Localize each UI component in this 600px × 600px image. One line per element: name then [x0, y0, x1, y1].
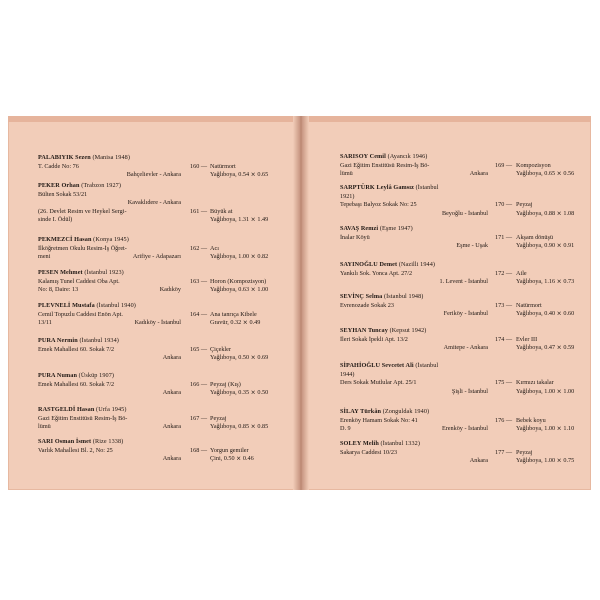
artist-birth: (Ayancık 1946)	[387, 153, 428, 160]
entry-line	[340, 270, 585, 279]
entry-line	[38, 278, 288, 287]
artist-heading	[340, 261, 585, 270]
entry-line	[340, 210, 585, 219]
artist-birth: (Zonguldak 1940)	[382, 408, 430, 415]
artist-heading	[38, 182, 288, 191]
artist-surname: SOLEY	[340, 440, 362, 447]
work-medium-size: Yağlıboya, 0.90 ⨯ 0.91	[516, 242, 575, 250]
work-medium-size: Yağlıboya, 0.40 ⨯ 0.60	[516, 310, 575, 318]
work-medium-size: Yağlıboya, 0.35 ⨯ 0.50	[210, 389, 269, 397]
work-title: Yorgun gemiler	[210, 446, 249, 454]
entry-line	[38, 245, 288, 254]
artist-given-name: Hasan	[74, 236, 92, 243]
catalog-entry	[38, 406, 288, 432]
work-medium-size: Yağlıboya, 1.16 ⨯ 0.73	[516, 278, 575, 286]
address-text: Emek Mahallesi 60. Sokak 7/2	[38, 345, 115, 353]
address-text: İlköğretmen Okulu Resim-İş Öğret-	[38, 244, 127, 252]
work-number: 160 —	[190, 162, 208, 170]
catalog-entry	[340, 408, 585, 434]
artist-heading	[38, 438, 288, 447]
address-text: Tepebaşı Balyoz Sokak No: 25	[340, 201, 417, 209]
entry-line	[38, 381, 288, 390]
artist-heading	[38, 337, 288, 346]
address-city: Kadıköy - İstanbul	[134, 319, 181, 327]
artist-surname: SEYHAN	[340, 327, 367, 334]
work-title: Aile	[516, 269, 527, 277]
artist-heading	[340, 153, 585, 162]
entry-line	[340, 170, 585, 179]
work-number: 177 —	[495, 448, 513, 456]
work-title: Ana tanrıça Kibele	[210, 310, 257, 318]
entry-line	[38, 208, 288, 217]
address-city: Kadıköy	[159, 286, 181, 294]
work-number: 168 —	[190, 446, 208, 454]
artist-given-name: Mehmet	[60, 269, 83, 276]
entry-line	[38, 455, 288, 464]
work-title: Natürmort	[210, 162, 236, 170]
entry-line	[340, 193, 585, 202]
address-city: Ankara	[162, 389, 181, 397]
entry-line	[38, 253, 288, 262]
address-text: Yankılı Sok. Yonca Apt. 27/2	[340, 269, 413, 277]
work-number: 165 —	[190, 345, 208, 353]
artist-surname: SAYINOĞLU	[340, 261, 378, 268]
artist-birth: (Konya 1945)	[93, 236, 129, 243]
artist-given-name: Nermin	[56, 337, 78, 344]
address-city: 1. Levent - İstanbul	[439, 278, 488, 286]
artist-heading	[38, 372, 288, 381]
artist-given-name: Demet	[379, 261, 398, 268]
address-text: 13/11	[38, 319, 52, 327]
work-title: Peyzaj (Kış)	[210, 380, 241, 388]
work-number: 171 —	[495, 233, 513, 241]
address-city: Kavaklıdere - Ankara	[127, 199, 181, 207]
entry-line	[38, 216, 288, 225]
artist-surname: SİLAY	[340, 408, 359, 415]
address-city: Ankara	[469, 170, 488, 178]
entry-line	[340, 344, 585, 353]
artist-given-name: Tuncay	[367, 327, 388, 334]
artist-surname: SAVAŞ	[340, 225, 360, 232]
artist-given-name: Türkân	[360, 408, 382, 415]
address-text: Bülten Sokak 53/21	[38, 190, 88, 198]
address-text: D. 9	[340, 425, 351, 433]
address-city: Feriköy - İstanbul	[443, 310, 488, 318]
entry-line	[38, 319, 288, 328]
artist-heading	[340, 362, 585, 371]
address-city: Şişli - İstanbul	[451, 387, 488, 395]
entry-line	[340, 336, 585, 345]
artist-surname: PEKMEZCİ	[38, 236, 73, 243]
catalog-entry	[340, 184, 585, 218]
work-title: Büyük at	[210, 207, 233, 215]
work-number: 166 —	[190, 380, 208, 388]
work-number: 164 —	[190, 310, 208, 318]
work-number: 175 —	[495, 379, 513, 387]
artist-surname: PURA	[38, 372, 56, 379]
work-title: Bebek koyu	[516, 416, 546, 424]
work-number: 176 —	[495, 416, 513, 424]
artist-birth: (Manisa 1948)	[92, 154, 131, 161]
artist-birth: (Nazilli 1944)	[398, 261, 436, 268]
entry-line	[38, 346, 288, 355]
work-title: Natürmort	[516, 301, 542, 309]
entry-line	[38, 354, 288, 363]
entry-line	[340, 457, 585, 466]
artist-heading	[38, 302, 288, 311]
artist-surname: PALABIYIK	[38, 154, 74, 161]
entry-line	[340, 302, 585, 311]
address-city: Amitepe - Ankara	[443, 344, 488, 352]
catalog-entry	[340, 261, 585, 287]
entry-line	[38, 171, 288, 180]
work-title: Acı	[210, 244, 219, 252]
address-text: sinde I. Ödül)	[38, 216, 73, 224]
entry-line	[340, 234, 585, 243]
work-number: 163 —	[190, 277, 208, 285]
work-medium-size: Yağlıboya, 0.47 ⨯ 0.59	[516, 344, 575, 352]
work-medium-size: Yağlıboya, 0.50 ⨯ 0.69	[210, 354, 269, 362]
artist-birth: (İstanbul 1332)	[380, 440, 421, 447]
work-title: Akşam dönüşü	[516, 233, 553, 241]
artist-given-name: Orhan	[61, 182, 80, 189]
artist-given-name: Hasan	[77, 406, 95, 413]
artist-heading	[340, 184, 585, 193]
address-text: T. Cadde No: 76	[38, 162, 79, 170]
work-number: 169 —	[495, 161, 513, 169]
work-medium-size: Yağlıboya, 0.65 ⨯ 0.56	[516, 170, 575, 178]
artist-birth: (Üsküp 1907)	[78, 372, 115, 379]
entry-line	[38, 389, 288, 398]
artist-birth: (İstanbul 1923)	[84, 269, 124, 276]
work-medium-size: Yağlıboya, 0.63 ⨯ 1.00	[210, 286, 269, 294]
artist-birth: (Trabzon 1927)	[81, 182, 122, 189]
address-text: Ders Sokak Mutlular Apt. 25/1	[340, 379, 417, 387]
work-number: 162 —	[190, 244, 208, 252]
artist-birth: (İstanbul	[415, 184, 439, 191]
entry-line	[38, 191, 288, 200]
right-page	[304, 116, 591, 490]
entry-line	[38, 415, 288, 424]
address-text: meni	[38, 253, 51, 261]
work-medium-size: Yağlıboya, 0.85 ⨯ 0.85	[210, 423, 269, 431]
artist-given-name: Mustafa	[72, 302, 95, 309]
work-medium-size: Gravür, 0.32 ⨯ 0.49	[210, 319, 261, 327]
address-text: Gazi Eğitim Enstitüsü Resim-İş Bö-	[340, 161, 430, 169]
artist-surname: SEVİNÇ	[340, 293, 364, 300]
artist-given-name: Remzi	[360, 225, 379, 232]
entry-line	[340, 425, 585, 434]
work-number: 167 —	[190, 414, 208, 422]
artist-birth: (Eşme 1947)	[379, 225, 413, 232]
entry-line	[340, 371, 585, 380]
work-title: Kompozisyon	[516, 161, 551, 169]
entry-line	[340, 162, 585, 171]
address-text: İleri Sokak İpekli Apt. 13/2	[340, 335, 408, 343]
address-city: Arifiye - Adapazarı	[132, 253, 181, 261]
address-city: Eşme - Uşak	[456, 242, 488, 250]
catalog-entry	[340, 327, 585, 353]
catalog-entry	[340, 153, 585, 179]
artist-given-name: Leylâ Gamsız	[376, 184, 414, 191]
work-title: Çiçekler	[210, 345, 231, 353]
entry-line	[38, 199, 288, 208]
artist-heading	[38, 406, 288, 415]
entry-line	[340, 242, 585, 251]
work-medium-size: Yağlıboya, 0.54 ⨯ 0.65	[210, 171, 269, 179]
work-medium-size: Yağlıboya, 1.00 ⨯ 0.82	[210, 253, 269, 261]
artist-surname: SİPAHİOĞLU	[340, 362, 381, 369]
entry-line	[38, 311, 288, 320]
address-city: Beyoğlu - İstanbul	[441, 209, 488, 217]
artist-surname: SARI	[38, 438, 54, 445]
address-text: Erenköy Hamam Sokak No: 41	[340, 416, 418, 424]
catalog-entry	[38, 269, 288, 295]
work-medium-size: Yağlıboya, 0.88 ⨯ 1.08	[516, 209, 575, 217]
address-text: Gazi Eğitim Enstitüsü Resim-İş Bö-	[38, 414, 128, 422]
work-number: 172 —	[495, 269, 513, 277]
address-text: lümü	[38, 423, 51, 431]
catalog-entry	[38, 302, 288, 328]
catalog-entry	[38, 372, 288, 398]
work-title: Evler III	[516, 335, 538, 343]
work-number: 174 —	[495, 335, 513, 343]
entry-line	[340, 388, 585, 397]
artist-heading	[340, 408, 585, 417]
artist-surname: PURA	[38, 337, 56, 344]
catalog-entry	[340, 362, 585, 396]
artist-surname: PLEVNELİ	[38, 302, 71, 309]
artist-heading	[38, 236, 288, 245]
work-title: Peyzaj	[516, 448, 533, 456]
work-title: Horon (Kompozisyon)	[210, 277, 267, 285]
address-text: İnalar Köyü	[340, 233, 370, 241]
address-text: 1944)	[340, 370, 355, 378]
work-medium-size: Yağlıboya, 1.00 ⨯ 1.10	[516, 425, 575, 433]
artist-heading	[38, 154, 288, 163]
artist-given-name: Numan	[56, 372, 78, 379]
artist-surname: PEKER	[38, 182, 60, 189]
address-text: Cemil Topuzlu Caddesi Enön Apt.	[38, 310, 123, 318]
artist-birth: (Urfa 1945)	[96, 406, 127, 413]
address-city: Ankara	[469, 457, 488, 465]
artist-given-name: Osman İsmet	[54, 438, 92, 445]
work-medium-size: Çini, 0.50 ⨯ 0.46	[210, 455, 254, 463]
artist-birth: (Kepsut 1942)	[389, 327, 427, 334]
address-text: Evrenozade Sokak 23	[340, 301, 394, 309]
work-medium-size: Yağlıboya, 1.31 ⨯ 1.49	[210, 216, 269, 224]
catalog-entry	[340, 225, 585, 251]
left-page	[8, 116, 298, 490]
artist-surname: SARPTÜRK	[340, 184, 375, 191]
work-title: Kırmızı takalar	[516, 379, 554, 387]
artist-given-name: Sevcetet Ali	[381, 362, 414, 369]
catalog-entry	[38, 337, 288, 363]
open-book	[8, 116, 591, 490]
artist-birth: (İstanbul 1934)	[79, 337, 119, 344]
entry-line	[340, 379, 585, 388]
address-text: Kalamış Tunel Caddesi Oba Apt.	[38, 277, 120, 285]
work-number: 170 —	[495, 201, 513, 209]
artist-given-name: Cemil	[369, 153, 386, 160]
work-medium-size: Yağlıboya, 1.00 ⨯ 1.00	[516, 387, 575, 395]
catalog-entry	[38, 438, 288, 464]
artist-birth: (İstanbul	[415, 362, 439, 369]
catalog-entry	[38, 182, 288, 225]
entry-line	[340, 201, 585, 210]
address-text: Varlık Mahallesi Bl. 2, No: 25	[38, 446, 113, 454]
artist-heading	[340, 440, 585, 449]
artist-birth: (Rize 1338)	[92, 438, 124, 445]
entry-line	[340, 310, 585, 319]
work-number: 173 —	[495, 301, 513, 309]
artist-surname: RASTGELDİ	[38, 406, 76, 413]
entry-line	[38, 423, 288, 432]
address-text: Sakarya Caddesi 10/23	[340, 448, 398, 456]
entry-line	[38, 163, 288, 172]
address-text: Emek Mahallesi 60. Sokak 7/2	[38, 380, 115, 388]
entry-line	[340, 449, 585, 458]
artist-birth: (İstanbul 1948)	[383, 293, 424, 300]
address-text: 1921)	[340, 192, 355, 200]
artist-heading	[340, 327, 585, 336]
address-city: Erenköy - İstanbul	[441, 425, 488, 433]
artist-surname: SARISOY	[340, 153, 368, 160]
catalog-entry	[340, 440, 585, 466]
address-city: Ankara	[162, 354, 181, 362]
entry-line	[38, 286, 288, 295]
artist-heading	[340, 293, 585, 302]
address-text: (26. Devlet Resim ve Heykel Sergi-	[38, 207, 127, 215]
catalog-entry	[38, 154, 288, 180]
entry-line	[340, 278, 585, 287]
work-number: 161 —	[190, 207, 208, 215]
work-medium-size: Yağlıboya, 1.00 ⨯ 0.75	[516, 457, 575, 465]
address-text: lümü	[340, 170, 353, 178]
entry-line	[340, 417, 585, 426]
artist-given-name: Melih	[362, 440, 379, 447]
address-city: Bahçelievler - Ankara	[126, 171, 181, 179]
address-city: Ankara	[162, 455, 181, 463]
artist-given-name: Sezen	[75, 154, 91, 161]
artist-given-name: Selma	[365, 293, 383, 300]
address-city: Ankara	[162, 423, 181, 431]
address-text: No: 8, Daire: 13	[38, 286, 79, 294]
catalog-entry	[340, 293, 585, 319]
artist-birth: (İstanbul 1940)	[96, 302, 136, 309]
entry-line	[38, 447, 288, 456]
work-title: Peyzaj	[210, 414, 227, 422]
work-title: Peyzaj	[516, 201, 533, 209]
artist-heading	[38, 269, 288, 278]
artist-surname: PESEN	[38, 269, 59, 276]
catalog-entry	[38, 236, 288, 262]
artist-heading	[340, 225, 585, 234]
